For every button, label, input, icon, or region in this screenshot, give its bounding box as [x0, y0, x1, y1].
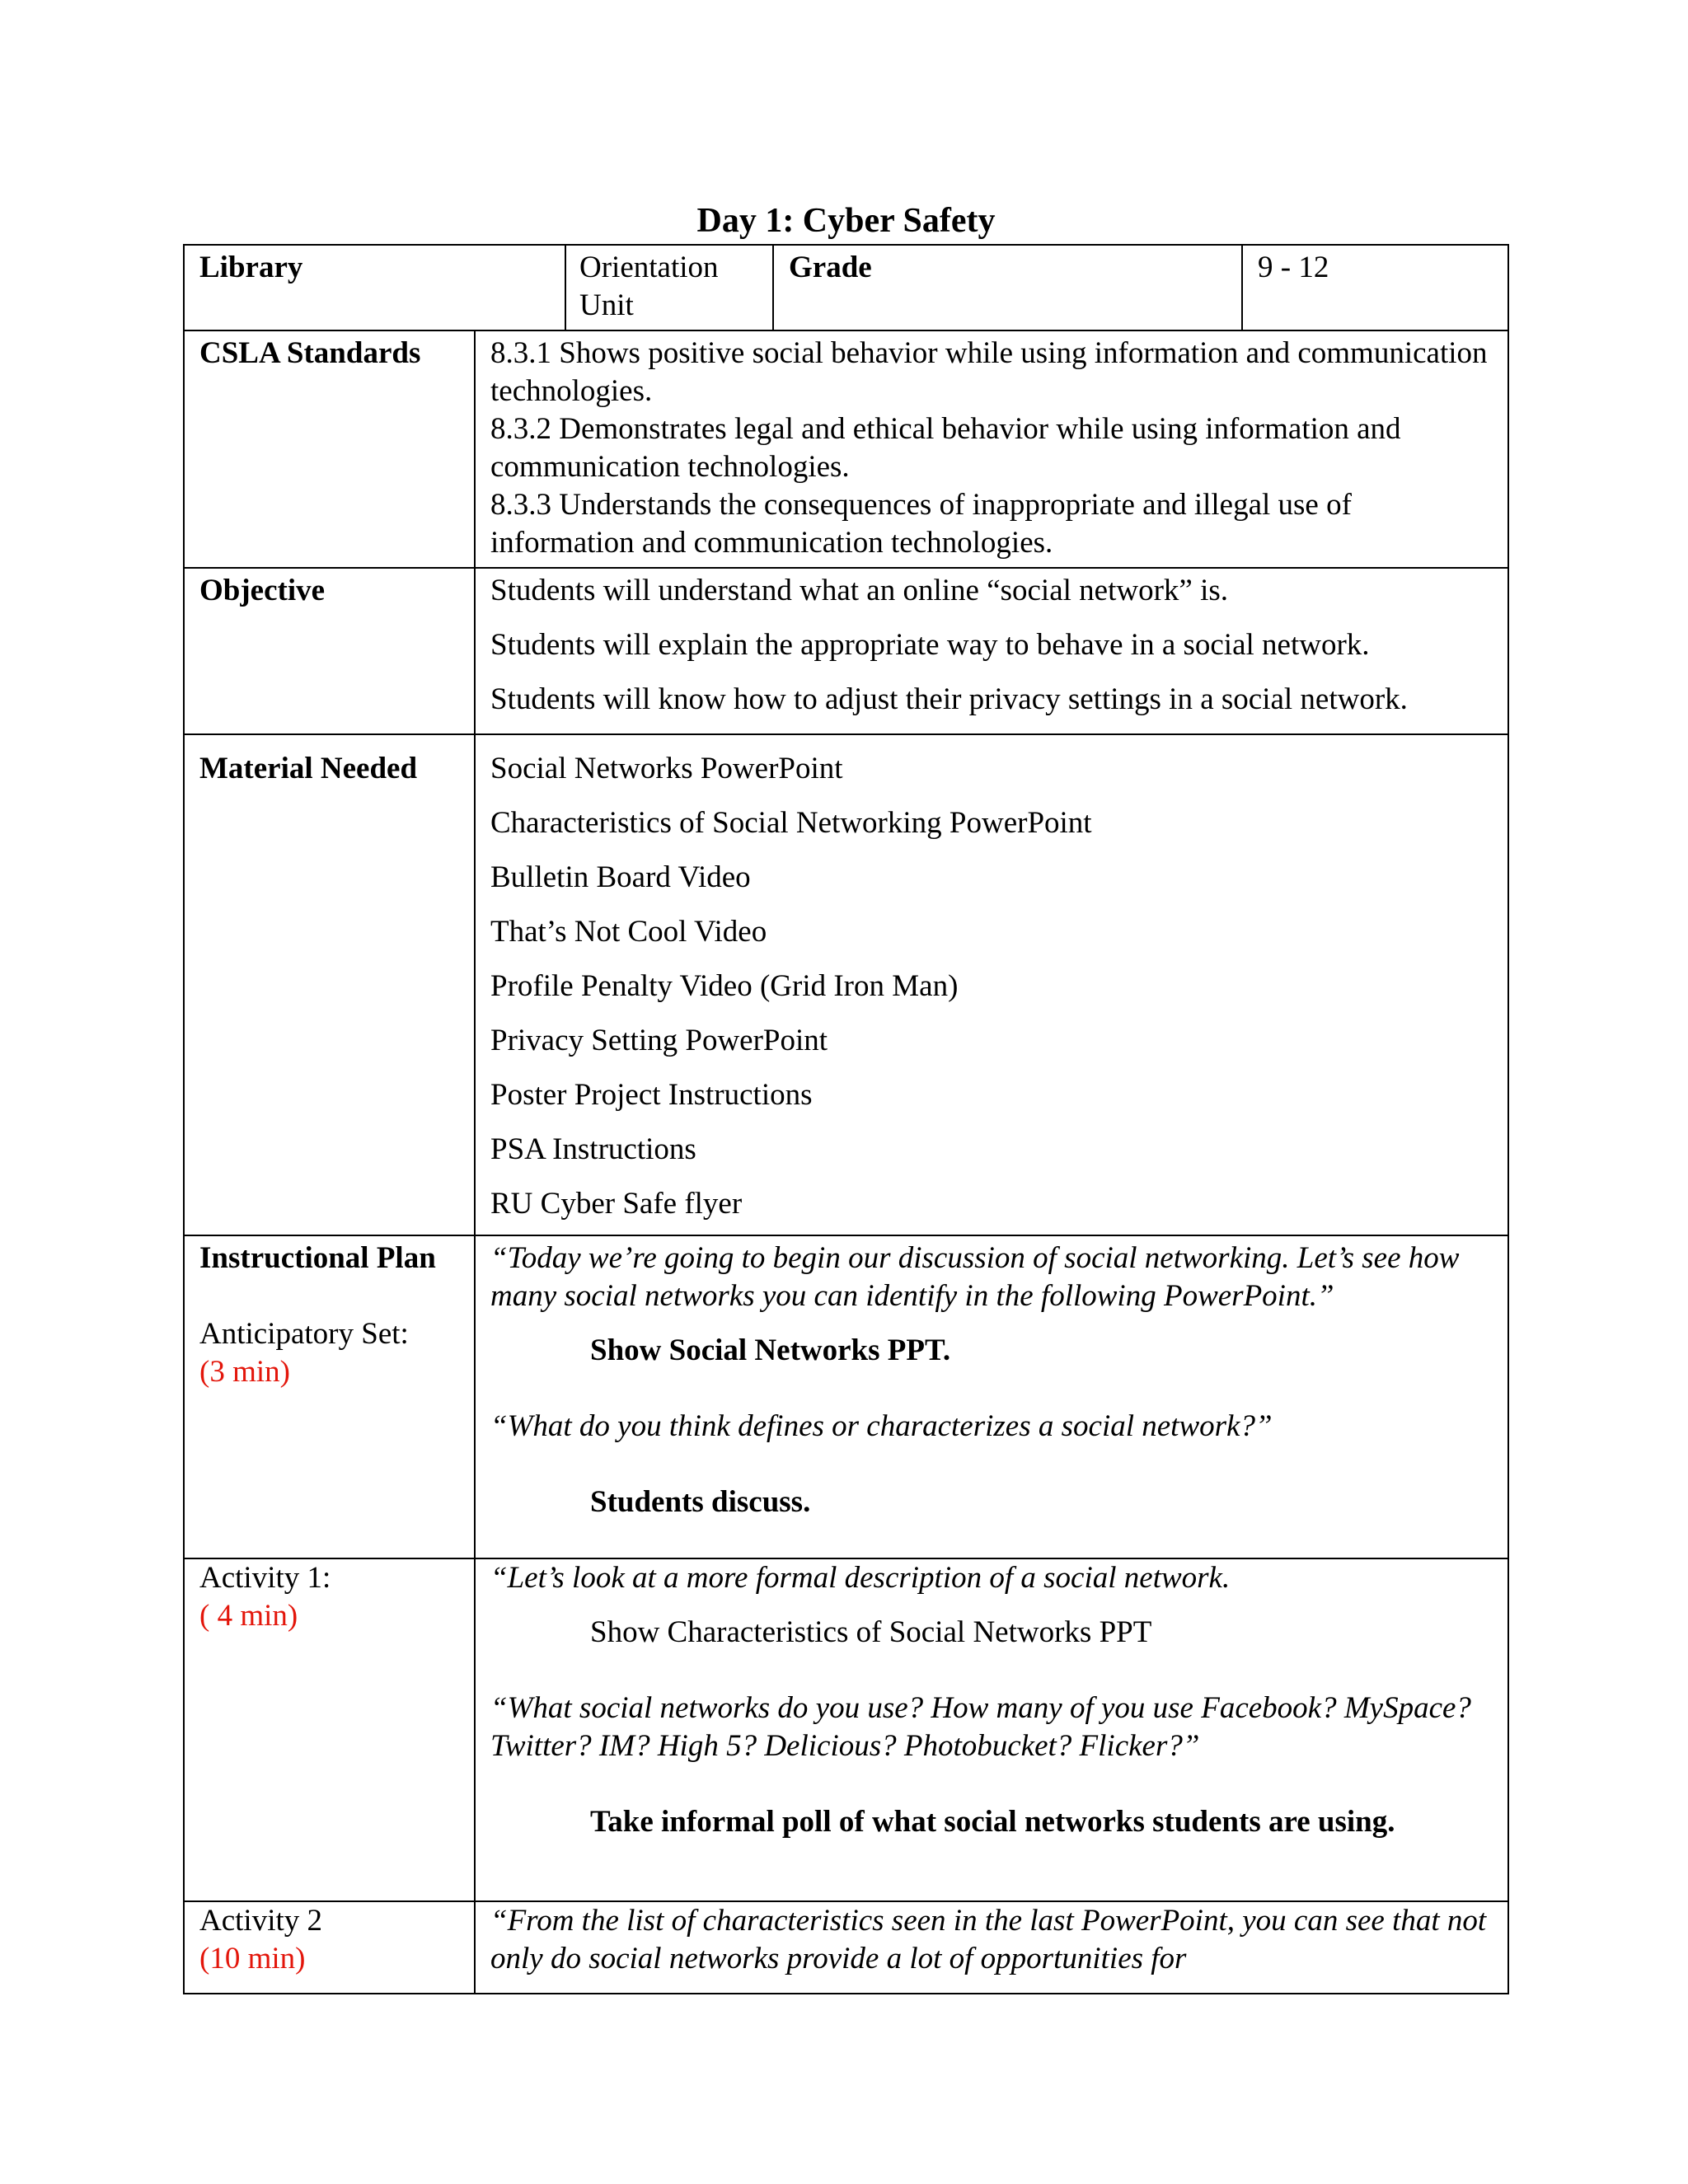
standard-item: 8.3.2 Demonstrates legal and ethical behavior while using information and communication technologies. [490, 412, 1401, 484]
grade-label-cell: Grade [772, 246, 1241, 330]
activity1-label-cell [185, 1559, 474, 1900]
standards-row [183, 331, 1509, 569]
material-item: Bulletin Board Video [490, 860, 751, 894]
instructional-plan-label-cell [185, 1236, 474, 1558]
activity1-action: Take informal poll of what social networks students are using. [590, 1805, 1395, 1839]
objective-row [183, 569, 1509, 735]
header-row [183, 244, 1509, 331]
materials-content [474, 735, 1507, 1235]
activity1-content [474, 1559, 1507, 1900]
plan-quote: “Today we’re going to begin our discussion of social networking. Let’s see how many social networks you can identify in the following PowerPoint.” [490, 1241, 1460, 1313]
objective-item: Students will know how to adjust their privacy settings in a social network. [490, 682, 1408, 716]
activity2-label-cell [185, 1902, 474, 1993]
activity1-action: Show Characteristics of Social Networks PPT [590, 1615, 1152, 1649]
material-item: Poster Project Instructions [490, 1078, 813, 1112]
material-item: Profile Penalty Video (Grid Iron Man) [490, 969, 959, 1003]
instructional-plan-row [183, 1236, 1509, 1559]
subject-cell: Library [199, 251, 303, 284]
material-item: RU Cyber Safe flyer [490, 1187, 743, 1221]
lesson-plan-table [183, 244, 1509, 1994]
grade-value-cell: 9 - 12 [1241, 246, 1507, 330]
standards-content [474, 331, 1507, 567]
standard-item: 8.3.1 Shows positive social behavior while using information and communication technologies. [490, 336, 1488, 408]
unit-cell: Orientation Unit [565, 246, 772, 330]
objective-item: Students will understand what an online “social network” is. [490, 574, 1229, 607]
activity1-label: Activity 1: [199, 1561, 331, 1595]
material-item: Privacy Setting PowerPoint [490, 1024, 828, 1057]
activity1-time: ( 4 min) [199, 1599, 298, 1633]
instructional-plan-label: Instructional Plan [199, 1241, 436, 1275]
plan-quote: “What do you think defines or characterizes a social network?” [490, 1409, 1273, 1443]
anticipatory-set-time: (3 min) [199, 1355, 290, 1389]
activity2-row [183, 1902, 1509, 1994]
page-title: Day 1: Cyber Safety [696, 202, 996, 240]
activity2-content [474, 1902, 1507, 1993]
activity1-quote: “Let’s look at a more formal description of a social network. [490, 1561, 1231, 1595]
material-item: Characteristics of Social Networking PowerPoint [490, 806, 1092, 840]
activity2-time: (10 min) [199, 1942, 306, 1975]
activity1-quote: “What social networks do you use? How many of you use Facebook? MySpace? Twitter? IM? High 5? Delicious? Photobucket? Flicker?” [490, 1691, 1471, 1763]
instructional-plan-content [474, 1236, 1507, 1558]
material-item: That’s Not Cool Video [490, 915, 767, 949]
activity2-label: Activity 2 [199, 1904, 323, 1938]
objective-content [474, 569, 1507, 733]
activity1-row [183, 1559, 1509, 1902]
plan-action: Students discuss. [590, 1485, 811, 1519]
material-item: PSA Instructions [490, 1132, 696, 1166]
materials-row [183, 735, 1509, 1236]
standard-item: 8.3.3 Understands the consequences of inappropriate and illegal use of information and communication technologies. [490, 488, 1352, 560]
standards-label: CSLA Standards [199, 336, 421, 370]
activity2-quote: “From the list of characteristics seen in the last PowerPoint, you can see that not only do social networks provide a lot of opportunities for [490, 1904, 1487, 1975]
anticipatory-set-label: Anticipatory Set: [199, 1317, 409, 1351]
plan-action: Show Social Networks PPT. [590, 1333, 951, 1367]
objective-label: Objective [199, 574, 326, 607]
objective-item: Students will explain the appropriate way to behave in a social network. [490, 628, 1370, 662]
material-item: Social Networks PowerPoint [490, 752, 843, 785]
materials-label: Material Needed [199, 752, 418, 785]
